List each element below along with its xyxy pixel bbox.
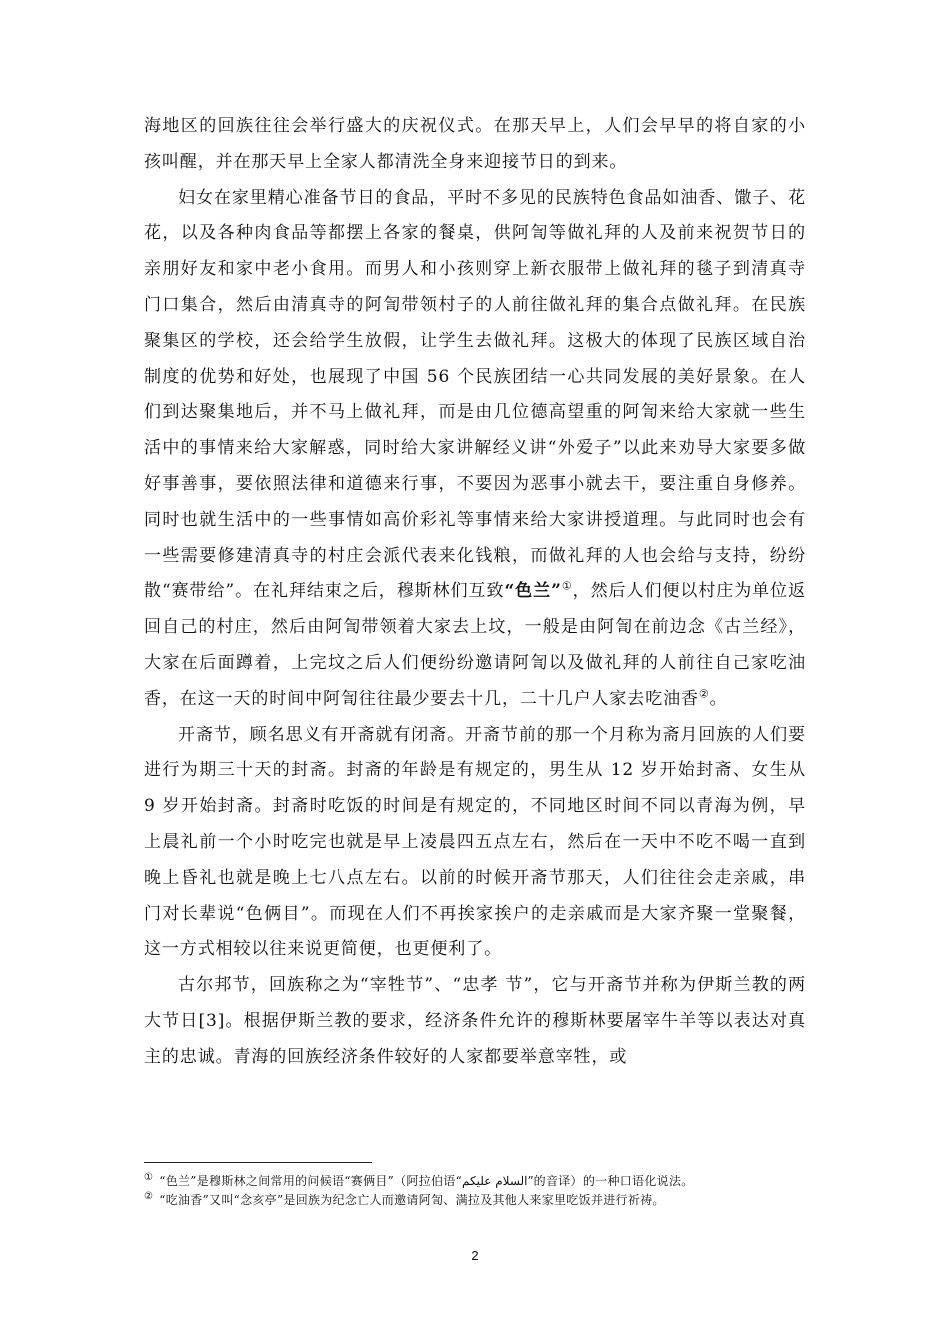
footnote-divider [144,1162,372,1163]
paragraph-2-part-c: 。 [709,688,728,709]
footnote-2-mark: ② [144,1191,154,1202]
footnote-2-text: “吃油香”又叫“念亥亭”是回族为纪念亡人而邀请阿訇、满拉及其他人来家里吃饭并进行祈祷。 [159,1193,665,1207]
selan-term: “色兰” [504,581,562,602]
footnotes [144,1172,806,1210]
footnote-1-text: “色兰”是穆斯林之间常用的问候语“赛俩目”（阿拉伯语“السلام عليكم”的音译）的一种口语化说法。 [159,1174,694,1188]
paragraph-3: 开斋节，顾名思义有开斋就有闭斋。开斋节前的那一个月称为斋月回族的人们要进行为期三十天的封斋。封斋的年龄是有规定的，男生从 12 岁开始封斋、女生从 9 岁开始封斋。封斋时吃饭的时间是有规定的，不同地区时间不同以青海为例，早上晨礼前一个小时吃完也就是早上凌晨四五点左右，然后在一天中不吃不喝一直到晚上昏礼也就是晚上七八点左右。以前的时候开斋节那天，人们往往会走亲戚，串门对长辈说“色俩目”。而现在人们不再挨家挨户的走亲戚而是大家齐聚一堂聚餐，这一方式相较以往来说更简便，也更便利了。 [144,724,806,960]
page-number: 2 [471,1248,479,1263]
footnote-2 [144,1191,806,1210]
paragraph-2-part-b: ，然后人们便以村庄为单位返回自己的村庄，然后由阿訇带领着大家去上坟，一般是由阿訇在前边念《古兰经》，大家在后面蹲着，上完坟之后人们便纷纷邀请阿訇以及做礼拜的人前往自己家吃油香，在这一天的时间中阿訇往往最少要去十几，二十几户人家去吃油香 [144,581,806,709]
paragraph-2 [144,181,806,718]
paragraph-2-part-a: 妇女在家里精心准备节日的食品，平时不多见的民族特色食品如油香、馓子、花花，以及各种肉食品等都摆上各家的餐桌，供阿訇等做礼拜的人及前来祝贺节日的亲朋好友和家中老小食用。而男人和小孩则穿上新衣服带上做礼拜的毯子到清真寺门口集合，然后由清真寺的阿訇带领村子的人前往做礼拜的集合点做礼拜。在民族聚集区的学校，还会给学生放假，让学生去做礼拜。这极大的体现了民族区域自治制度的优势和好处，也展现了中国 56 个民族团结一心共同发展的美好景象。在人们到达聚集地后，并不马上做礼拜，而是由几位德高望重的阿訇来给大家就一些生活中的事情来给大家解惑，同时给大家讲解经义讲“外爱子”以此来劝导大家要多做好事善事，要依照法律和道德来行事，不要因为恶事小就去干，要注重自身修养。同时也就生活中的一些事情如高价彩礼等事情来给大家讲授道理。与此同时也会有一些需要修建清真寺的村庄会派代表来化钱粮，而做礼拜的人也会给与支持，纷纷散“赛带给”。在礼拜结束之后，穆斯林们互致 [144,187,806,602]
paragraph-4: 古尔邦节，回族称之为“宰牲节”、“忠孝 节”，它与开斋节并称为伊斯兰教的两大节日[3]。根据伊斯兰教的要求，经济条件允许的穆斯林要屠宰牛羊等以表达对真主的忠诚。青海的回族经济条件较好的人家都要举意宰牲，或 [144,975,806,1067]
footnote-1 [144,1172,806,1191]
footnote-1-mark: ① [144,1172,154,1183]
footnote-ref-2[interactable]: ② [698,687,710,701]
body-text [144,109,806,1076]
paragraph-1: 海地区的回族往往会举行盛大的庆祝仪式。在那天早上，人们会早早的将自家的小孩叫醒，并在那天早上全家人都清洗全身来迎接节日的到来。 [144,116,806,172]
footnote-ref-1[interactable]: ① [561,579,573,593]
